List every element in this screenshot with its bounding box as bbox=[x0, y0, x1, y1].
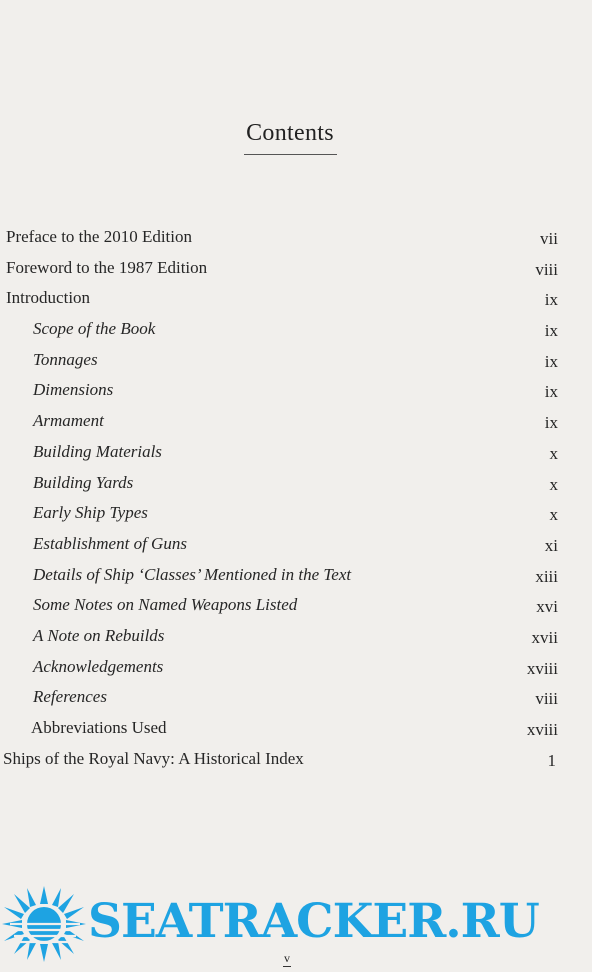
toc-entry-title: Foreword to the 1987 Edition bbox=[6, 257, 208, 277]
toc-entry bbox=[0, 438, 592, 469]
toc-entry-title: Building Materials bbox=[33, 441, 162, 461]
watermark-text: SEATRACKER.RU bbox=[88, 894, 539, 949]
toc-entry bbox=[0, 346, 592, 377]
toc-entry-title: Establishment of Guns bbox=[33, 533, 187, 553]
toc-entry-title: Dimensions bbox=[33, 380, 114, 400]
toc-entry-page-number: ix bbox=[544, 290, 558, 310]
toc-entry bbox=[0, 683, 592, 714]
toc-entry-title: Building Yards bbox=[33, 472, 134, 492]
toc-entry-title: References bbox=[33, 687, 107, 707]
toc-entry-page-number: viii bbox=[535, 689, 558, 709]
toc-entry bbox=[0, 622, 592, 653]
toc-entry bbox=[0, 469, 592, 500]
toc-entry-title: Some Notes on Named Weapons Listed bbox=[33, 595, 298, 615]
watermark bbox=[0, 884, 592, 964]
toc-entry-title: Details of Ship ‘Classes’ Mentioned in the Text bbox=[33, 564, 352, 584]
toc-entry-page-number: xviii bbox=[526, 658, 558, 678]
toc-entry bbox=[0, 284, 592, 315]
toc-entry bbox=[0, 254, 592, 285]
toc-entry-page-number: x bbox=[549, 474, 558, 494]
toc-entry bbox=[0, 591, 592, 622]
toc-entry-title: Armament bbox=[33, 411, 104, 431]
toc-entry-page-number: x bbox=[549, 505, 558, 525]
toc-entry-page-number: vii bbox=[540, 229, 558, 248]
toc-entry bbox=[0, 714, 592, 745]
page-number-rule bbox=[283, 966, 291, 967]
toc-entry bbox=[0, 499, 592, 530]
title-underline bbox=[244, 154, 337, 155]
toc-entry-title: Early Ship Types bbox=[33, 503, 148, 523]
toc-entry-page-number: 1 bbox=[547, 750, 556, 770]
toc-entry-page-number: xi bbox=[544, 535, 558, 555]
toc-entry-page-number: viii bbox=[535, 259, 558, 279]
toc-entry bbox=[0, 745, 592, 776]
table-of-contents bbox=[0, 223, 592, 775]
toc-entry bbox=[0, 530, 592, 561]
toc-entry-title: Scope of the Book bbox=[33, 319, 156, 339]
toc-entry-page-number: ix bbox=[544, 321, 558, 341]
sun-icon bbox=[0, 884, 90, 964]
page-title: Contents bbox=[246, 120, 334, 146]
toc-entry-title: Tonnages bbox=[33, 349, 98, 369]
toc-entry-title: Introduction bbox=[6, 288, 91, 308]
toc-entry-page-number: xviii bbox=[526, 720, 558, 739]
toc-entry bbox=[0, 407, 592, 438]
toc-entry bbox=[0, 376, 592, 407]
toc-entry-title: Ships of the Royal Navy: A Historical Index bbox=[3, 748, 304, 768]
toc-entry-title: Acknowledgements bbox=[33, 656, 164, 676]
page-number: v bbox=[284, 951, 290, 965]
toc-entry bbox=[0, 223, 592, 254]
toc-entry-page-number: ix bbox=[544, 413, 558, 433]
toc-entry bbox=[0, 561, 592, 592]
toc-entry-title: Abbreviations Used bbox=[31, 718, 167, 737]
toc-entry-page-number: ix bbox=[544, 351, 558, 371]
toc-entry-page-number: xvi bbox=[536, 597, 558, 617]
toc-entry bbox=[0, 315, 592, 346]
toc-entry-page-number: x bbox=[549, 443, 558, 463]
toc-entry-title: Preface to the 2010 Edition bbox=[6, 227, 193, 246]
toc-entry-page-number: ix bbox=[544, 382, 558, 402]
toc-entry bbox=[0, 653, 592, 684]
toc-entry-page-number: xvii bbox=[531, 627, 558, 647]
toc-entry-title: A Note on Rebuilds bbox=[33, 625, 165, 645]
toc-entry-page-number: xiii bbox=[535, 566, 558, 586]
